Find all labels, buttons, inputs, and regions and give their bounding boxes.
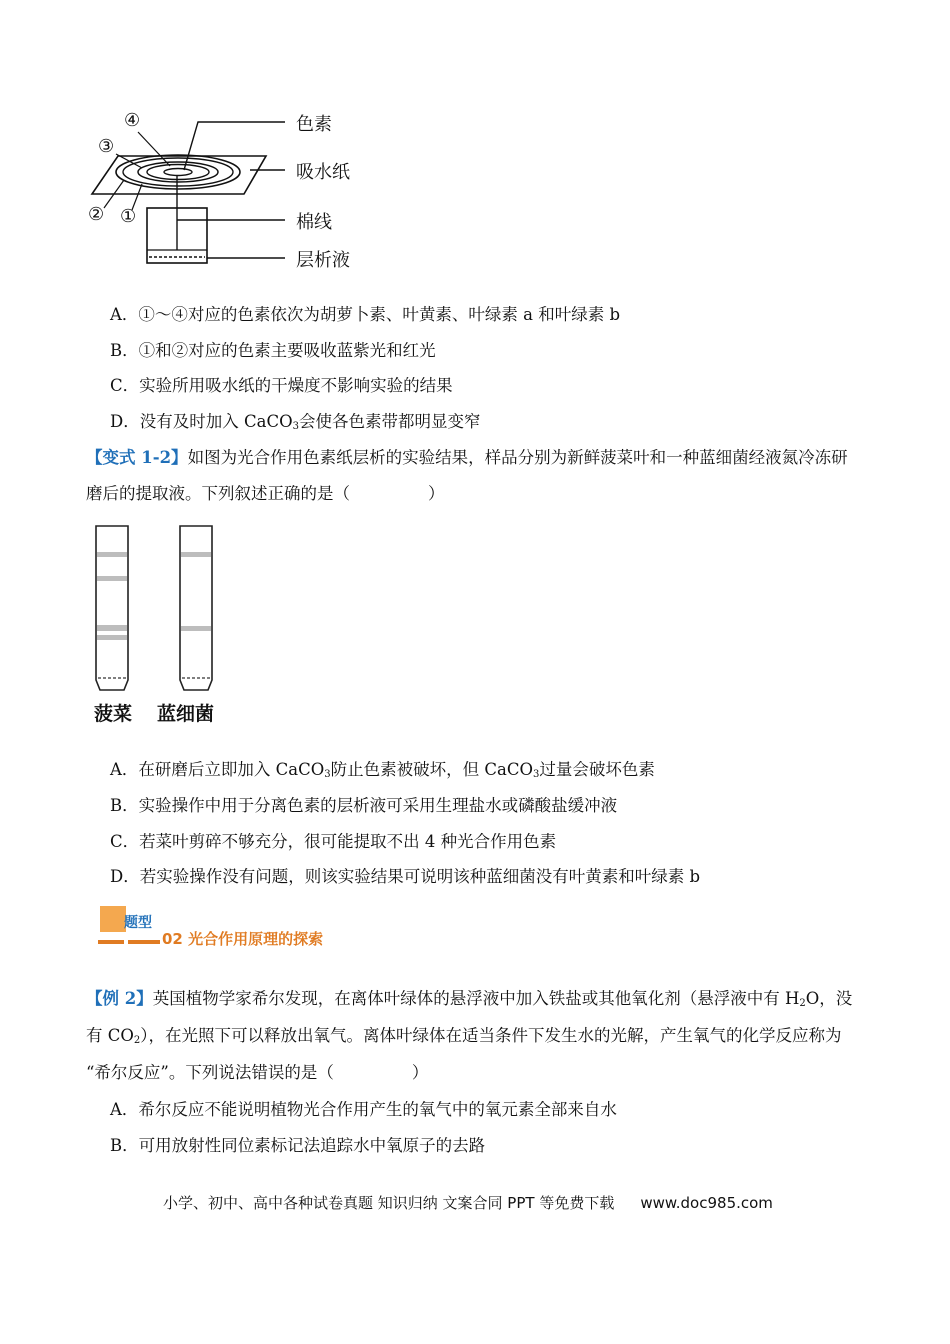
strip-label-spinach: 菠菜 [94,703,133,725]
spinach-band-4 [97,635,127,640]
variant-stem-line1: 【变式 1-2】如图为光合作用色素纸层析的实验结果，样品分别为新鲜菠菜叶和一种蓝细菌经液氮冷冻研 [86,448,848,467]
variant-tag: 【变式 1-2】 [86,448,188,467]
label-solvent: 层析液 [296,250,350,271]
example2-tag: 【例 2】 [86,989,153,1008]
footer-text: 小学、初中、高中各种试卷真题 知识归纳 文案合同 PPT 等免费下载 [163,1194,615,1212]
example2-option-b: B．可用放射性同位素标记法追踪水中氧原子的去路 [110,1136,486,1155]
strip-label-cyanobacteria: 蓝细菌 [157,703,215,725]
spinach-band-1 [97,552,127,557]
q1-option-a: A．①～④对应的色素依次为胡萝卜素、叶黄素、叶绿素 a 和叶绿素 b [110,305,621,324]
variant-stem-line2: 磨后的提取液。下列叙述正确的是（ ） [86,484,445,503]
variant-option-d: D．若实验操作没有问题，则该实验结果可说明该种蓝细菌没有叶黄素和叶绿素 b [110,867,701,886]
section-badge-box [100,906,126,932]
spinach-band-3 [97,625,127,631]
section-title: 02 光合作用原理的探索 [162,930,324,948]
mark-3: ③ [98,136,115,157]
section-rule-left [98,940,124,944]
example2-line1: 【例 2】英国植物学家希尔发现，在离体叶绿体的悬浮液中加入铁盐或其他氧化剂（悬浮液中有 $H_2O$，没 [86,989,853,1009]
label-pigment: 色素 [296,114,332,135]
chromatography-strips-figure [90,522,230,697]
mark-4: ④ [124,110,141,131]
variant-option-c: C．若菜叶剪碎不够充分，很可能提取不出 4 种光合作用色素 [110,832,557,851]
cyano-band-2 [181,626,211,631]
q1-option-b: B．①和②对应的色素主要吸收蓝紫光和红光 [110,341,436,360]
q1-option-d: D．没有及时加入 CaCO$_3$会使各色素带都明显变窄 [110,412,481,432]
example2-option-a: A．希尔反应不能说明植物光合作用产生的氧气中的氧元素全部来自水 [110,1100,617,1119]
example2-line2: 有 $CO_2$），在光照下可以释放出氧气。离体叶绿体在适当条件下发生水的光解，产生氧气的化学反应称为 [86,1026,842,1046]
footer-url[interactable]: www.doc985.com [640,1194,773,1212]
q1-option-c: C．实验所用吸水纸的干燥度不影响实验的结果 [110,376,453,395]
section-badge-label: 题型 [124,915,152,931]
variant-option-a: A．在研磨后立即加入 CaCO$_3$防止色素被破坏，但 CaCO$_3$过量会破坏色素 [110,760,655,780]
spinach-band-2 [97,576,127,581]
mark-2: ② [88,204,105,225]
mark-1: ① [120,206,137,227]
label-absorbent-paper: 吸水纸 [296,162,350,183]
cyano-band-1 [181,552,211,557]
footer [163,1192,773,1213]
section-rule-right [128,940,160,944]
example2-line3: “希尔反应”。下列说法错误的是（ ） [86,1063,429,1082]
label-cotton-thread: 棉线 [296,212,332,233]
variant-option-b: B．实验操作中用于分离色素的层析液可采用生理盐水或磷酸盐缓冲液 [110,796,618,815]
